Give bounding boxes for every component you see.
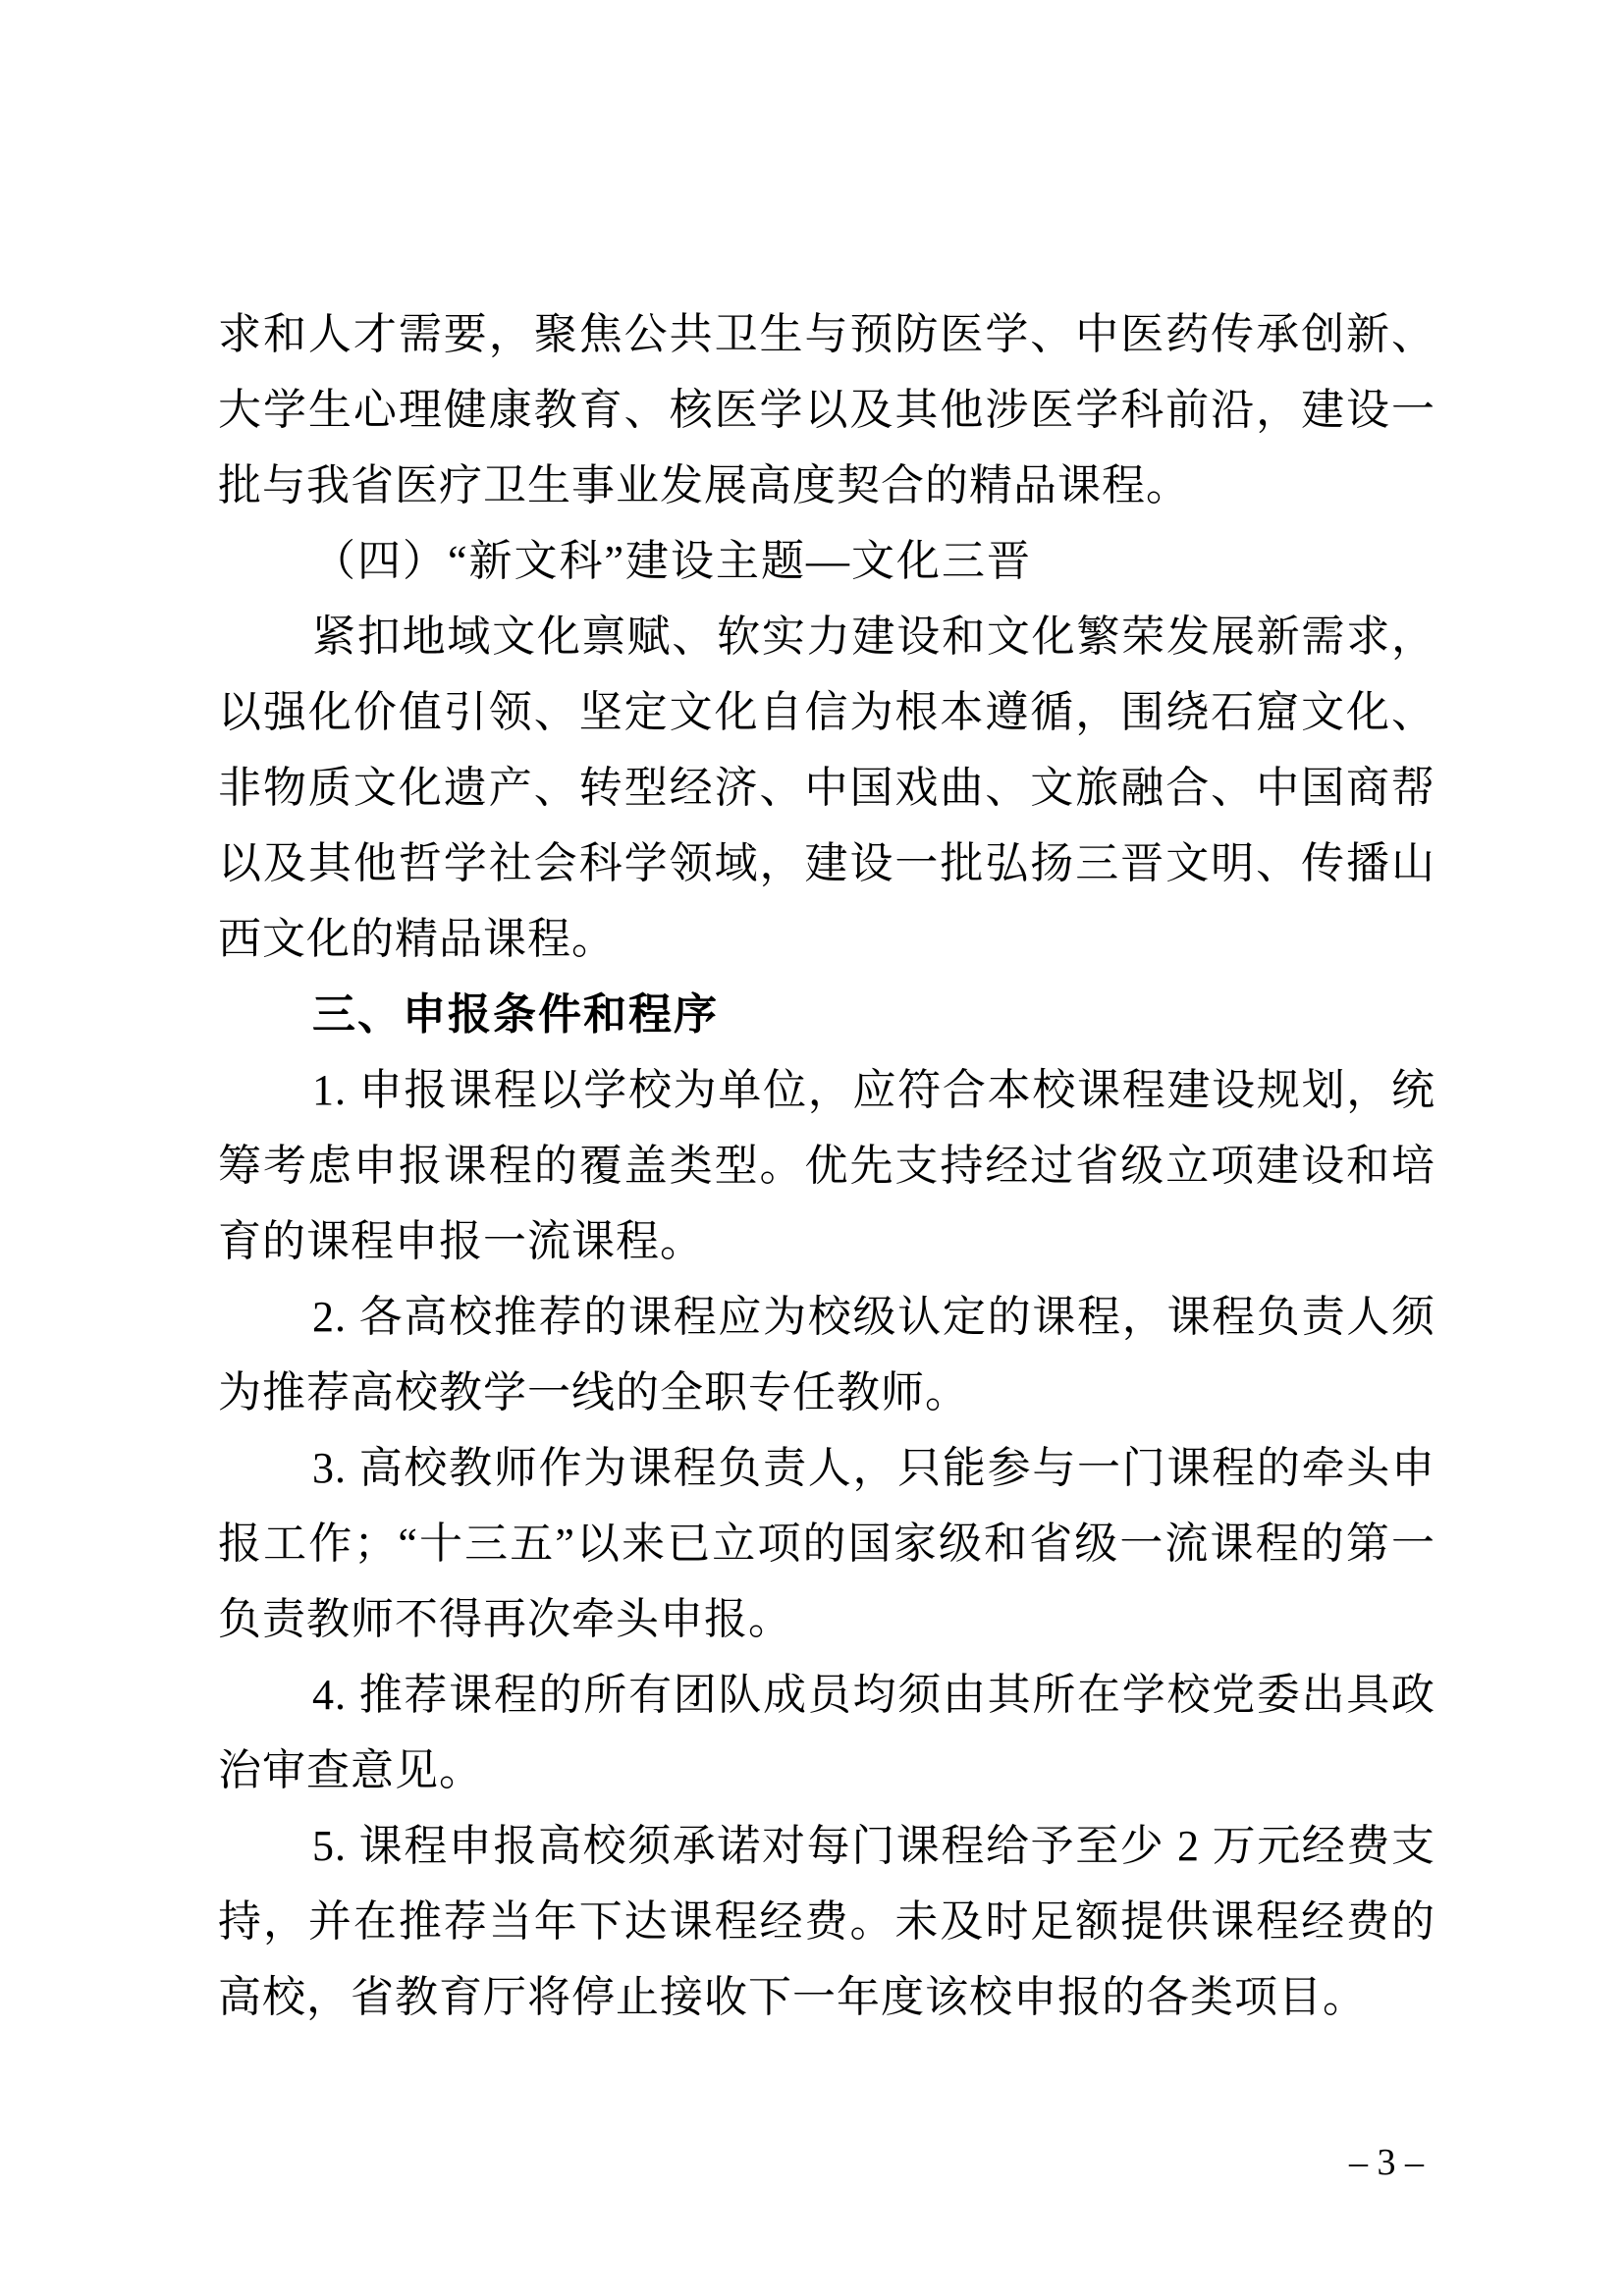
- body-line: 紧扣地域文化禀赋、软实力建设和文化繁荣发展新需求，: [312, 613, 1435, 661]
- section-heading-three: 三、申报条件和程序: [312, 990, 719, 1039]
- body-line: 负责教师不得再次牵头申报。: [218, 1595, 792, 1643]
- body-line: 求和人才需要，聚焦公共卫生与预防医学、中医药传承创新、: [218, 310, 1435, 358]
- body-line: 大学生心理健康教育、核医学以及其他涉医学科前沿，建设一: [218, 386, 1435, 434]
- body-line: 以强化价值引领、坚定文化自信为根本遵循，围绕石窟文化、: [218, 688, 1435, 736]
- body-line: 报工作；“十三五”以来已立项的国家级和省级一流课程的第一: [218, 1520, 1435, 1568]
- body-line: 批与我省医疗卫生事业发展高度契合的精品课程。: [218, 461, 1190, 509]
- body-line: 高校，省教育厅将停止接收下一年度该校申报的各类项目。: [218, 1973, 1367, 2021]
- body-line: 非物质文化遗产、转型经济、中国戏曲、文旅融合、中国商帮: [218, 764, 1435, 812]
- body-line: 持，并在推荐当年下达课程经费。未及时足额提供课程经费的: [218, 1897, 1435, 1946]
- numbered-item-1-line: 1. 申报课程以学校为单位，应符合本校课程建设规划，统: [312, 1066, 1435, 1114]
- page-number: – 3 –: [1349, 2142, 1424, 2183]
- subsection-heading-four: （四）“新文科”建设主题—文化三晋: [312, 537, 1033, 585]
- body-line: 以及其他哲学社会科学领域，建设一批弘扬三晋文明、传播山: [218, 839, 1435, 887]
- body-line: 西文化的精品课程。: [218, 915, 616, 963]
- body-line: 为推荐高校教学一线的全职专任教师。: [218, 1368, 969, 1416]
- numbered-item-2-line: 2. 各高校推荐的课程应为校级认定的课程，课程负责人须: [312, 1293, 1435, 1341]
- numbered-item-3-line: 3. 高校教师作为课程负责人，只能参与一门课程的牵头申: [312, 1444, 1435, 1492]
- numbered-item-4-line: 4. 推荐课程的所有团队成员均须由其所在学校党委出具政: [312, 1671, 1435, 1719]
- text-block: [218, 296, 1435, 2035]
- body-line: 育的课程申报一流课程。: [218, 1217, 704, 1265]
- numbered-item-5-line: 5. 课程申报高校须承诺对每门课程给予至少 2 万元经费支: [312, 1822, 1435, 1870]
- body-line: 治审查意见。: [218, 1746, 483, 1794]
- body-line: 筹考虑申报课程的覆盖类型。优先支持经过省级立项建设和培: [218, 1142, 1435, 1190]
